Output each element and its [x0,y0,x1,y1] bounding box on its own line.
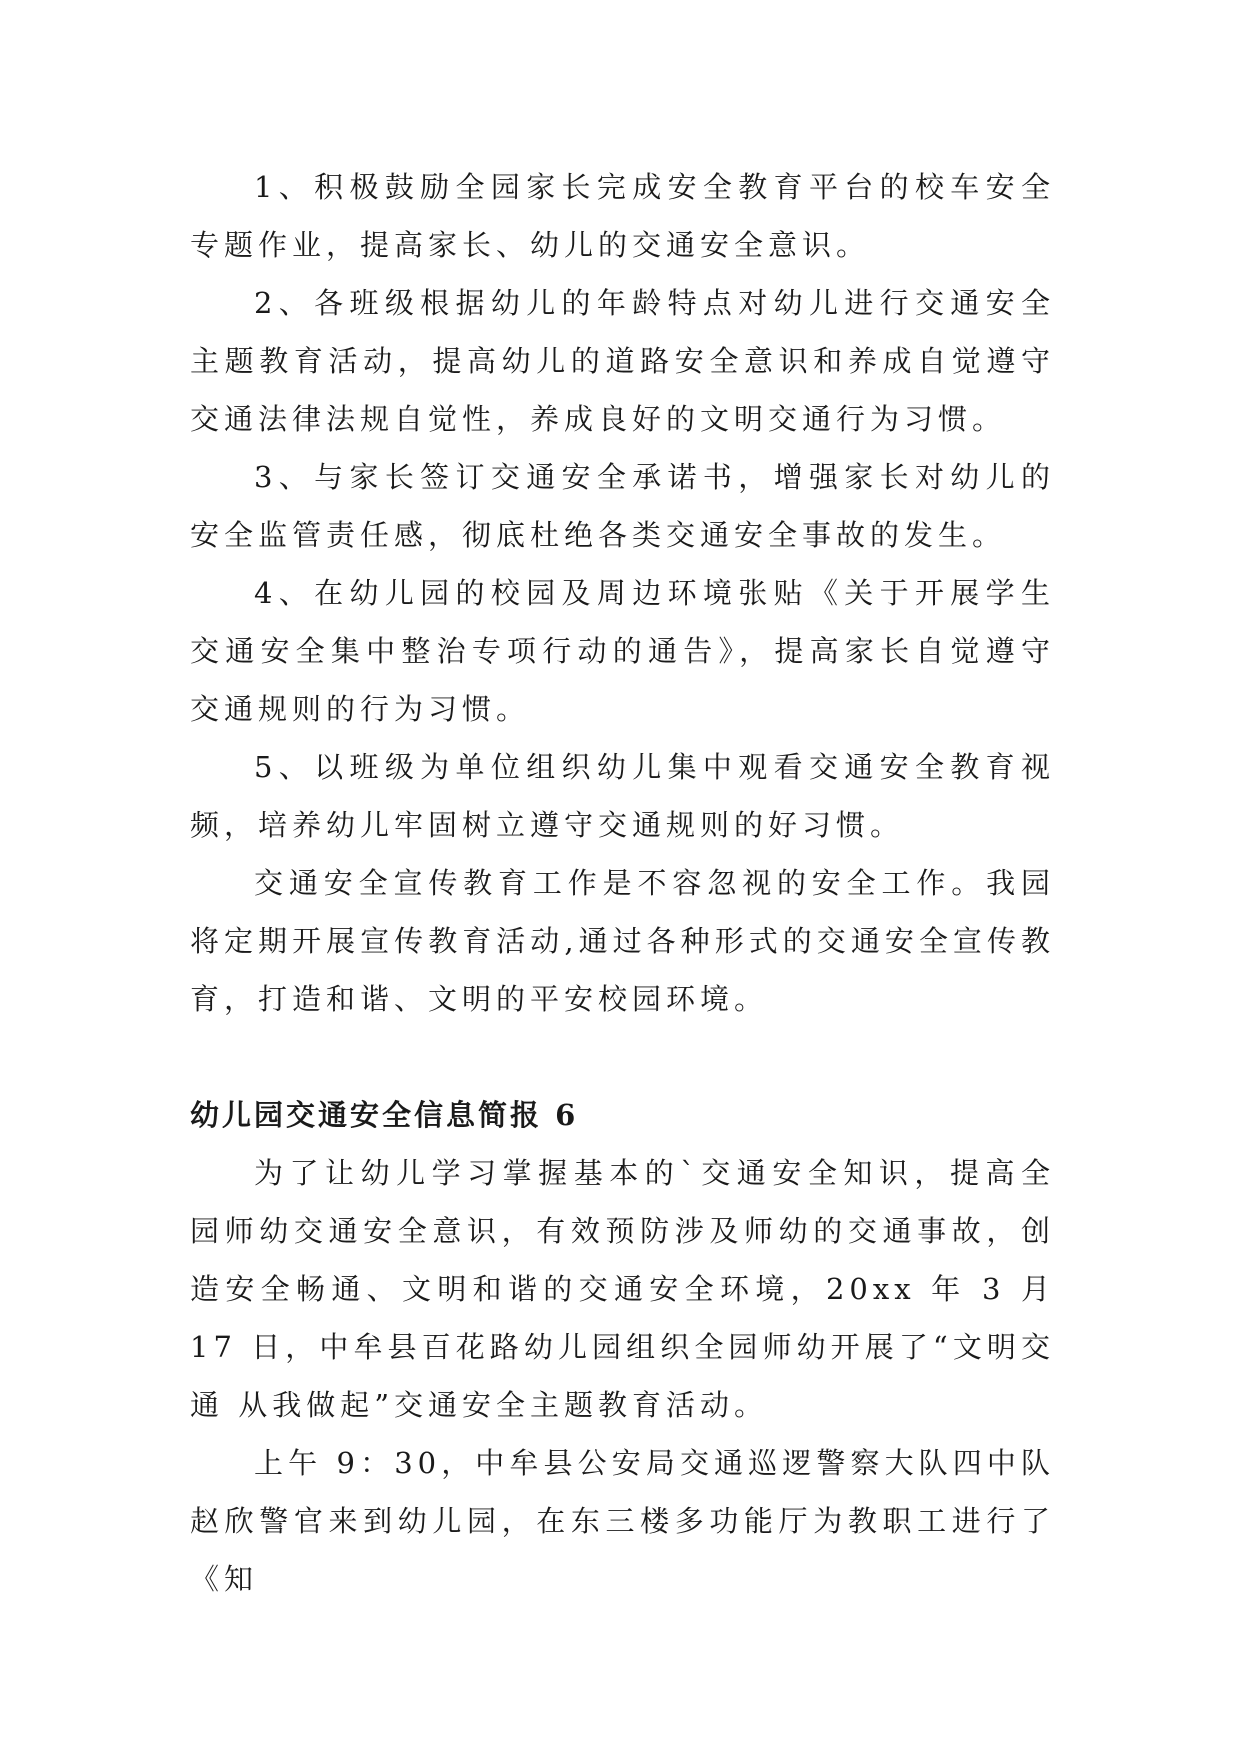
body-paragraph: 为了让幼儿学习掌握基本的`交通安全知识，提高全园师幼交通安全意识，有效预防涉及师幼的交通事故，创造安全畅通、文明和谐的交通安全环境，20xx 年 3 月 17 日，中牟县百花路幼儿园组织全园师幼开展了“文明交通 从我做起”交通安全主题教育活动。 [190,1156,1055,1422]
list-item: 4、在幼儿园的校园及周边环境张贴《关于开展学生交通安全集中整治专项行动的通告》，提高家长自觉遵守交通规则的行为习惯。 [190,576,1055,726]
list-item: 2、各班级根据幼儿的年龄特点对幼儿进行交通安全主题教育活动，提高幼儿的道路安全意识和养成自觉遵守交通法律法规自觉性，养成良好的文明交通行为习惯。 [190,286,1055,436]
list-item: 5、以班级为单位组织幼儿集中观看交通安全教育视频，培养幼儿牢固树立遵守交通规则的好习惯。 [190,750,1055,842]
body-paragraph: 上午 9：30，中牟县公安局交通巡逻警察大队四中队赵欣警官来到幼儿园，在东三楼多功能厅为教职工进行了《知 [190,1446,1055,1596]
list-item: 3、与家长签订交通安全承诺书，增强家长对幼儿的安全监管责任感，彻底杜绝各类交通安全事故的发生。 [190,460,1055,552]
list-item: 1、积极鼓励全园家长完成安全教育平台的校车安全专题作业，提高家长、幼儿的交通安全意识。 [190,170,1055,262]
document-body [190,158,1055,1608]
closing-paragraph: 交通安全宣传教育工作是不容忽视的安全工作。我园将定期开展宣传教育活动,通过各种形式的交通安全宣传教育，打造和谐、文明的平安校园环境。 [190,866,1055,1016]
section-title: 幼儿园交通安全信息简报 6 [190,1098,579,1132]
